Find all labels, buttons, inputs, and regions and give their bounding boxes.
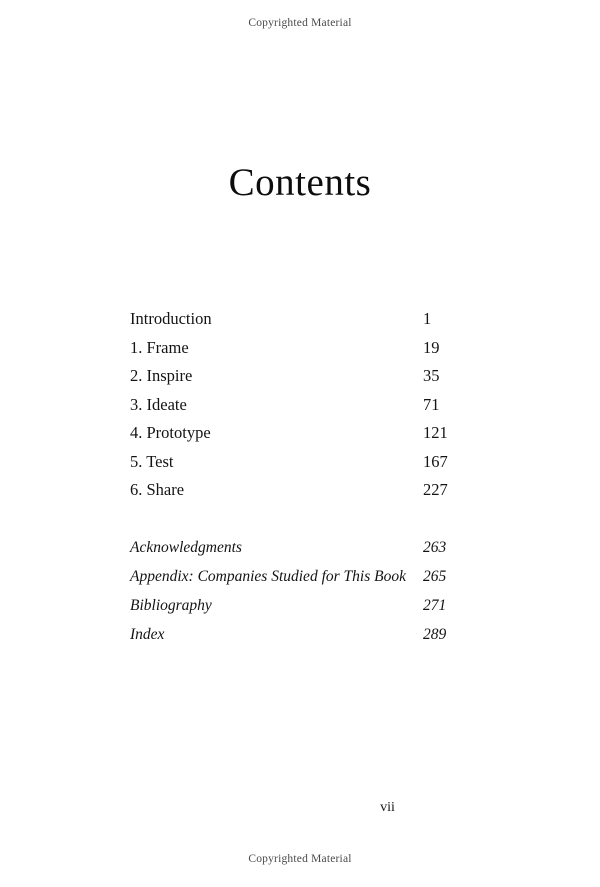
table-of-contents xyxy=(130,305,475,649)
toc-entry-page: 19 xyxy=(423,337,440,357)
toc-entry xyxy=(130,419,475,448)
toc-entry xyxy=(130,362,475,391)
toc-entry-label: Introduction xyxy=(130,309,212,328)
toc-entry xyxy=(130,334,475,363)
toc-main-group xyxy=(130,305,475,505)
toc-entry-page: 71 xyxy=(423,394,440,414)
toc-entry-label: Acknowledgments xyxy=(130,538,242,556)
toc-entry-label: 4. Prototype xyxy=(130,423,211,442)
toc-entry xyxy=(130,448,475,477)
toc-entry-label: 5. Test xyxy=(130,451,174,471)
toc-entry-label: 3. Ideate xyxy=(130,394,187,414)
toc-entry-page: 35 xyxy=(423,366,440,385)
toc-entry xyxy=(130,620,475,649)
toc-entry-page: 121 xyxy=(423,423,448,442)
toc-entry xyxy=(130,476,475,505)
toc-entry-page: 263 xyxy=(423,538,447,556)
copyright-watermark-bottom: Copyrighted Material xyxy=(248,853,352,865)
toc-entry-page: 265 xyxy=(423,567,447,585)
toc-entry-page: 1 xyxy=(423,309,432,328)
toc-entry xyxy=(130,591,475,620)
toc-entry-label: Appendix: Companies Studied for This Book xyxy=(130,567,406,585)
toc-entry-label: Bibliography xyxy=(130,596,212,614)
toc-entry-label: 2. Inspire xyxy=(130,366,193,385)
toc-entry-label: 1. Frame xyxy=(130,337,189,357)
toc-entry-label: Index xyxy=(130,625,165,643)
toc-entry xyxy=(130,562,475,591)
toc-entry xyxy=(130,391,475,420)
toc-entry-label: 6. Share xyxy=(130,480,185,499)
toc-back-matter-group xyxy=(130,533,475,649)
toc-entry-page: 289 xyxy=(423,625,447,643)
toc-entry-page: 271 xyxy=(423,596,447,614)
page-title: Contents xyxy=(228,161,372,204)
copyright-watermark-top: Copyrighted Material xyxy=(248,17,352,29)
toc-entry-page: 227 xyxy=(423,480,448,499)
page-number: vii xyxy=(380,800,395,815)
toc-entry-page: 167 xyxy=(423,451,448,471)
toc-entry xyxy=(130,533,475,562)
toc-entry xyxy=(130,305,475,334)
